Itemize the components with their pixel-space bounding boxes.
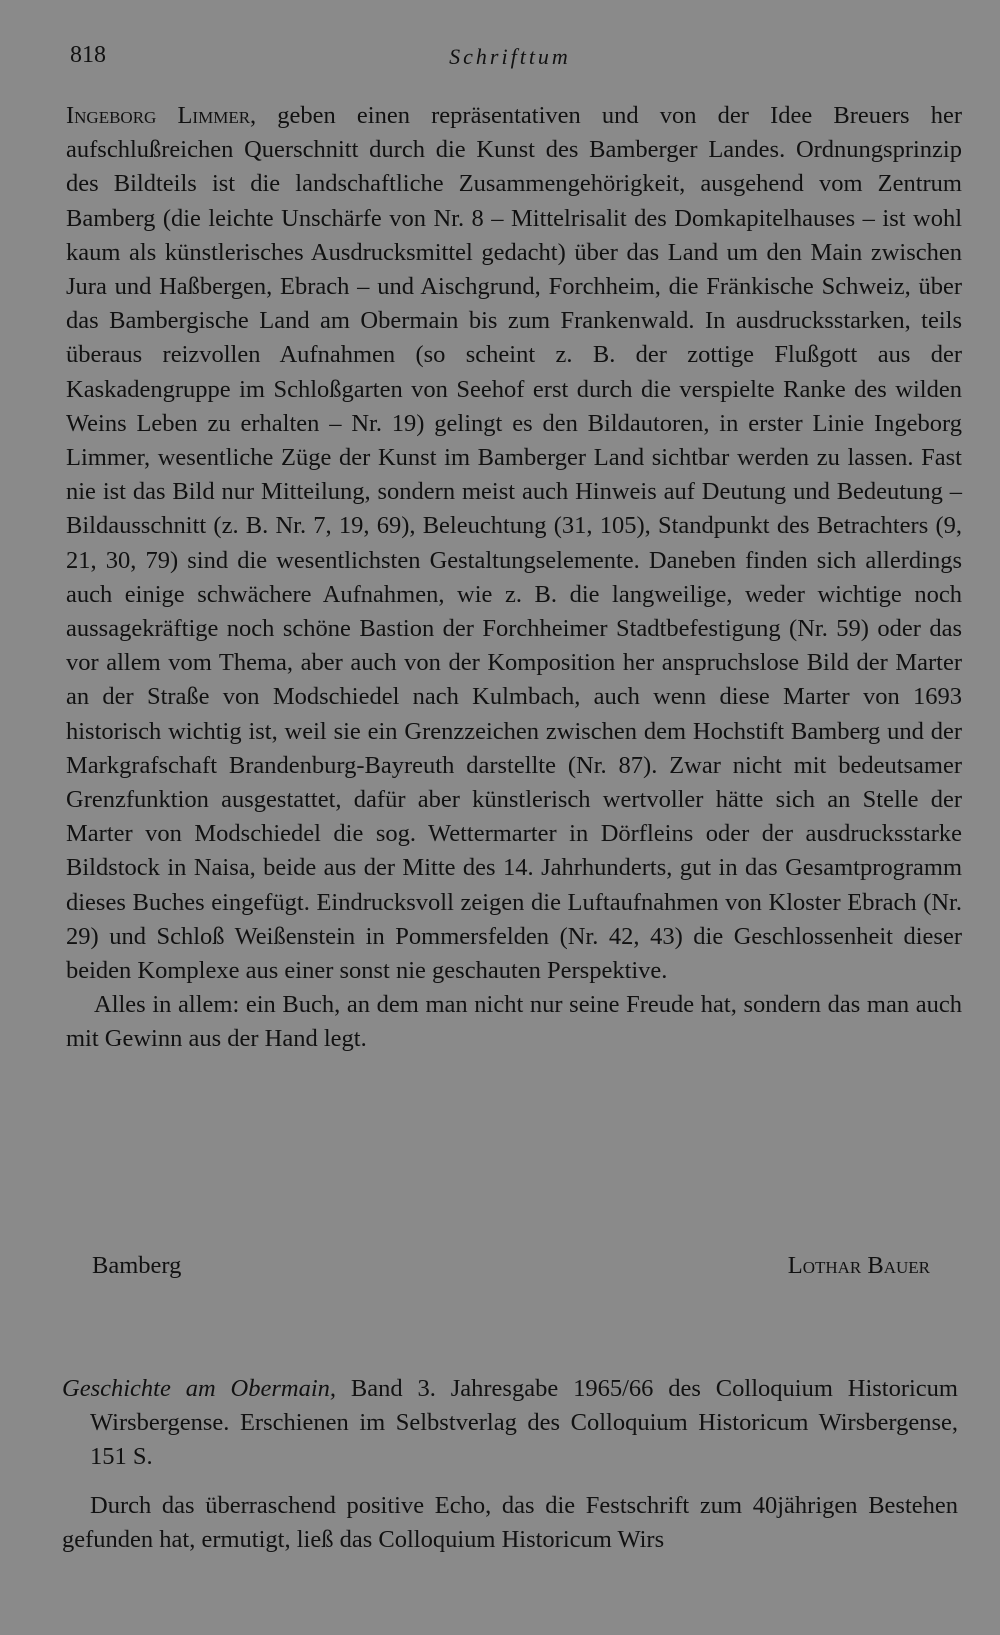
review-signature: [92, 1252, 930, 1288]
bibliographic-details: Band 3. Jahresgabe 1965/66 des Colloquium Historicum Wirsbergense. Erschienen im Selbstverlag des Colloquium Historicum Wirsbergense, 151 S.: [90, 1375, 958, 1471]
paragraph-text: , geben einen repräsentativen und von der Idee Breuers her aufschlußreichen Querschnitt durch die Kunst des Bamberger Landes. Ordnungsprinzip des Bildteils ist die landschaftliche Zusammengehörigkeit, ausgehend vom Zentrum Bamberg (die leichte Unschärfe von Nr. 8 – Mittelrisalit des Domkapitelhauses – ist wohl kaum als künstlerisches Ausdrucksmittel gedacht) über das Land um den Main zwischen Jura und Haßbergen, Ebrach – und Aischgrund, Forchheim, die Fränkische Schweiz, über das Bambergische Land am Obermain bis zum Frankenwald. In ausdrucksstarken, teils überaus reizvollen Aufnahmen (so scheint z. B. der zottige Flußgott aus der Kaskadengruppe im Schloßgarten von Seehof erst durch die verspielte Ranke des wilden Weins Leben zu erhalten – Nr. 19) gelingt es den Bildautoren, in erster Linie Ingeborg Limmer, wesentliche Züge der Kunst im Bamberger Land sichtbar werden zu lassen. Fast nie ist das Bild nur Mitteilung, sondern meist auch Hinweis auf Deutung und Bedeutung – Bildausschnitt (z. B. Nr. 7, 19, 69), Beleuchtung (31, 105), Standpunkt des Betrachters (9, 21, 30, 79) sind die wesentlichsten Gestaltungselemente. Daneben finden sich allerdings auch einige schwächere Aufnahmen, wie z. B. die langweilige, weder wichtige noch aussagekräftige noch schöne Bastion der Forchheimer Stadtbefestigung (Nr. 59) oder das vor allem vom Thema, aber auch von der Komposition her anspruchslose Bild der Marter an der Straße von Modschiedel nach Kulmbach, auch wenn diese Marter von 1693 historisch wichtig ist, weil sie ein Grenzzeichen zwischen dem Hochstift Bamberg und der Markgrafschaft Brandenburg-Bayreuth darstellte (Nr. 87). Zwar nicht mit bedeutsamer Grenzfunktion ausgestattet, dafür aber künstlerisch wertvoller hätte sich an Stelle der Marter von Modschiedel die sog. Wettermarter in Dörfleins oder der ausdrucksstarke Bildstock in Naisa, beide aus der Mitte des 14. Jahrhunderts, gut in das Gesamtprogramm dieses Buches eingefügt. Eindrucksvoll zeigen die Luftaufnahmen von Kloster Ebrach (Nr. 29) und Schloß Weißenstein in Pommersfelden (Nr. 42, 43) die Geschlossenheit dieser beiden Komplexe aus einer sonst nie geschauten Perspektive.: [66, 102, 962, 985]
second-review: [62, 1372, 958, 1557]
book-title: Geschichte am Obermain,: [62, 1375, 337, 1402]
closing-paragraph: Alles in allem: ein Buch, an dem man nicht nur seine Freude hat, sondern das man auch mit Gewinn aus der Hand legt.: [66, 991, 962, 1053]
second-review-paragraph: Durch das überraschend positive Echo, das die Festschrift zum 40jährigen Bestehen gefunden hat, ermutigt, ließ das Colloquium Historicum Wirs: [62, 1491, 958, 1553]
page-header: [70, 42, 950, 82]
bibliographic-entry: [62, 1372, 958, 1475]
signature-author: Lothar Bauer: [787, 1252, 930, 1279]
review-text: [66, 99, 962, 1057]
running-head: Schrifttum: [449, 44, 571, 69]
page-number: 818: [70, 42, 106, 68]
review-paragraph: [66, 99, 962, 988]
author-names: Ingeborg Limmer: [66, 102, 251, 129]
signature-place: Bamberg: [92, 1252, 182, 1279]
